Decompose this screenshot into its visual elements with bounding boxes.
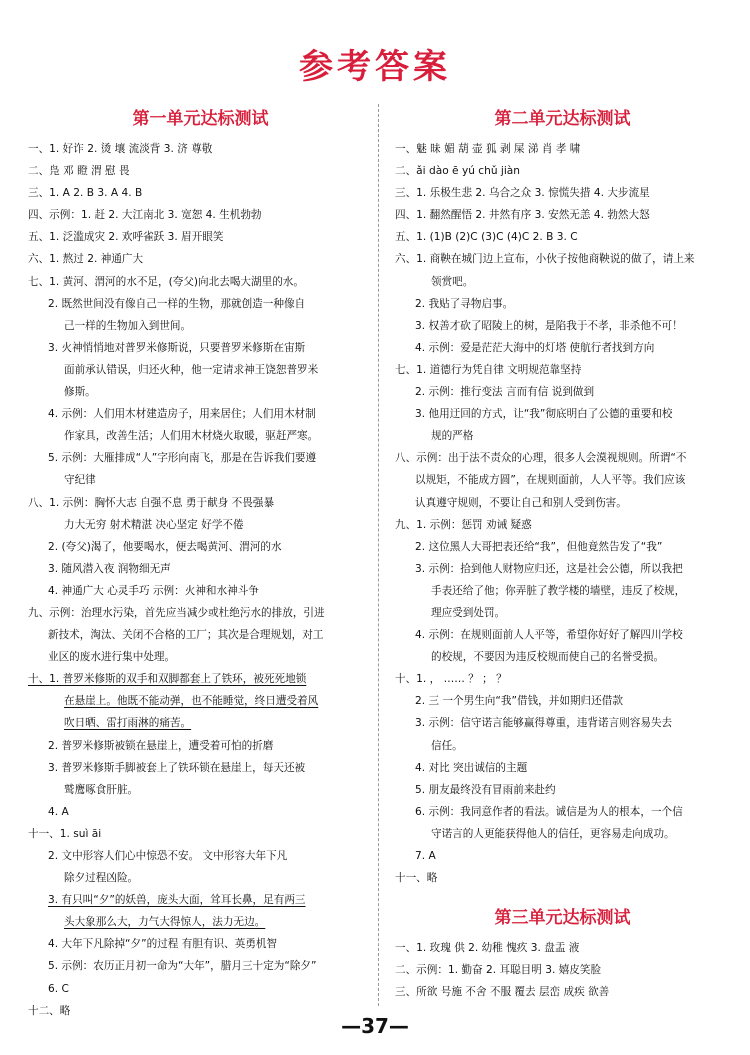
answer-line: 2. 文中形容人们心中惊恐不安。 文中形容大年下凡 xyxy=(48,850,288,862)
answer-line: 3. 他用迂回的方式，让“我”彻底明白了公德的重要和校 xyxy=(415,408,673,421)
answer-line: 力大无穷 射术精湛 决心坚定 好学不倦 xyxy=(64,518,244,531)
answer-line: 面前承认错误，归还火种，他一定请求神王饶恕普罗米 xyxy=(64,363,319,376)
answer-line: 四、1. 翻然醒悟 2. 井然有序 3. 安然无恙 4. 勃然大怒 xyxy=(395,209,650,222)
answer-line: 4. 示例：在规则面前人人平等，希望你好好了解四川学校 xyxy=(415,629,683,642)
answer-line: 3. 有只叫“夕”的妖兽，庞头大面，耸耳长鼻，足有两三 xyxy=(48,894,306,907)
answer-line: 三、1. 乐极生悲 2. 乌合之众 3. 惊慌失措 4. 大步流星 xyxy=(395,187,650,200)
left-column xyxy=(28,104,373,1022)
answer-line: 吹日晒、雷打雨淋的痛苦。 xyxy=(64,717,192,730)
answer-line: 七、1. 黄河、渭河的水不足，(夸父)向北去喝大湖里的水。 xyxy=(28,275,304,288)
answer-line: 一、魅 昧 媚 葫 壶 狐 剥 屎 涕 肖 孝 啸 xyxy=(395,143,581,155)
answer-line: 4. 示例：爱是茫茫大海中的灯塔 使航行者找到方向 xyxy=(415,341,655,354)
answer-line: 4. 对比 突出诚信的主题 xyxy=(415,761,528,774)
answer-line: 除夕过程凶险。 xyxy=(64,872,139,885)
answer-line: 守诺言的人更能获得他人的信任，更容易走向成功。 xyxy=(431,827,675,840)
answer-line: 2. 这位黑人大哥把表还给“我”，但他竟然告发了“我” xyxy=(415,540,663,553)
answer-line: 六、1. 熬过 2. 神通广大 xyxy=(28,253,144,266)
answer-line: 7. A xyxy=(415,850,436,862)
answer-line: 修斯。 xyxy=(64,386,96,399)
answer-line: 业区的废水进行集中处理。 xyxy=(48,651,176,664)
answer-line: 4. A xyxy=(48,805,69,818)
section-gap xyxy=(395,889,730,903)
answer-line: 认真遵守规则，不要让自己和别人受到伤害。 xyxy=(415,496,627,509)
answer-line: 十、1. 普罗米修斯的双手和双脚都套上了铁环，被死死地锁 xyxy=(28,673,307,686)
answer-line: 6. C xyxy=(48,982,69,995)
answer-line: 三、1. A 2. B 3. A 4. B xyxy=(28,187,143,200)
answer-line: 6. 示例：我同意作者的看法。诚信是为人的根本，一个信 xyxy=(415,805,683,818)
answer-line: 3. 普罗米修斯手脚被套上了铁环锁在悬崖上，每天还被 xyxy=(48,761,306,774)
answer-line: 4. 大年下凡除掉“夕”的过程 有胆有识、英勇机智 xyxy=(48,938,278,951)
answer-line: 一、1. 好诈 2. 烫 壤 流淡背 3. 济 尊敬 xyxy=(28,143,213,155)
answer-line: 在悬崖上。他既不能动弹，也不能睡觉，终日遭受着风 xyxy=(64,695,319,708)
answer-line: 作家具，改善生活；人们用木材烧火取暖，驱赶严寒。 xyxy=(64,430,319,443)
answer-line: 领赏吧。 xyxy=(431,275,474,288)
unit2-heading: 第二单元达标测试 xyxy=(494,109,631,129)
answer-line: 己一样的生物加入到世间。 xyxy=(64,319,192,332)
page-number: —37— xyxy=(341,1014,409,1038)
answer-line: 3. 示例：拾到他人财物应归还，这是社会公德，所以我把 xyxy=(415,562,683,575)
answer-line: 八、示例：出于法不责众的心理，很多人会漠视规则。所谓“不 xyxy=(395,452,687,465)
answer-line: 3. 随风潜入夜 润物细无声 xyxy=(48,562,171,575)
answer-line: 3. 示例：信守诺言能够赢得尊重，违背诺言则容易失去 xyxy=(415,717,673,730)
answer-line: 十一、略 xyxy=(395,872,438,885)
answer-line: 2. 既然世间没有像自己一样的生物，那就创造一种像自 xyxy=(48,297,306,310)
answer-line: 十二、略 xyxy=(28,1004,71,1017)
answer-line: 手表还给了他；你弄脏了教学楼的墙壁，违反了校规， xyxy=(431,584,686,597)
answer-line: 八、1. 示例：胸怀大志 自强不息 勇于献身 不畏强暴 xyxy=(28,496,275,509)
answer-line: 五、1. 泛滥成灾 2. 欢呼雀跃 3. 眉开眼笑 xyxy=(28,231,224,244)
answer-line: 5. 朋友最终没有冒雨前来赴约 xyxy=(415,783,556,796)
answer-line: 5. 示例：大雁排成“人”字形向南飞，那是在告诉我们要遵 xyxy=(48,452,317,465)
answer-line: 理应受到处罚。 xyxy=(431,606,506,619)
answer-line: 4. 示例：人们用木材建造房子，用来居住；人们用木材制 xyxy=(48,408,316,421)
answer-line: 的校规，不要因为违反校规而使自己的名誉受损。 xyxy=(431,651,665,664)
answer-line: 二、凫 邓 瞪 渭 慰 畏 xyxy=(28,165,130,178)
answer-line: 规的严格 xyxy=(431,430,474,443)
answer-line: 一、1. 玫瑰 供 2. 幼稚 愧疚 3. 盘盂 液 xyxy=(395,942,580,955)
answer-line: 头大象那么大，力气大得惊人，法力无边。 xyxy=(64,916,266,929)
answer-line: 4. 神通广大 心灵手巧 示例：火神和水神斗争 xyxy=(48,584,259,597)
answer-line: 以规矩，不能成方圆”，在规则面前，人人平等。我们应该 xyxy=(415,474,686,487)
unit3-heading: 第三单元达标测试 xyxy=(494,908,631,929)
answer-line: 二、ǎi dào ē yú chǔ jiàn xyxy=(395,165,521,178)
answer-line: 九、示例：治理水污染，首先应当减少或杜绝污水的排放，引进 xyxy=(28,606,325,619)
answer-line: 守纪律 xyxy=(64,474,96,487)
answer-line: 七、1. 道德行为凭自律 文明规范靠坚持 xyxy=(395,363,582,376)
answer-line: 十一、1. suì āi xyxy=(28,827,102,840)
answer-line: 信任。 xyxy=(431,739,463,752)
page-title: 参考答案 xyxy=(299,47,451,87)
unit1-heading: 第一单元达标测试 xyxy=(132,109,269,129)
answer-line: 新技术，淘汰、关闭不合格的工厂；其次是合理规划，对工 xyxy=(48,629,324,642)
answer-line: 二、示例：1. 勤奋 2. 耳聪目明 3. 嬉皮笑脸 xyxy=(395,964,602,977)
answer-line: 2. 示例：推行变法 言而有信 说到做到 xyxy=(415,386,595,399)
right-column xyxy=(395,104,730,1003)
answer-line: 五、1. (1)B (2)C (3)C (4)C 2. B 3. C xyxy=(395,231,578,244)
answer-line: 2. 我贴了寻物启事。 xyxy=(415,297,514,310)
answer-line: 四、示例：1. 赶 2. 大江南北 3. 宽恕 4. 生机勃勃 xyxy=(28,209,262,222)
answer-line: 六、1. 商鞅在城门边上宣布，小伙子按他商鞅说的做了，请上来 xyxy=(395,253,695,266)
answer-line: 九、1. 示例：惩罚 劝诫 疑惑 xyxy=(395,518,532,531)
answer-line: 5. 示例：农历正月初一命为“大年”，腊月三十定为“除夕” xyxy=(48,960,317,973)
answer-line: 3. 火神悄悄地对普罗米修斯说，只要普罗米修斯在宙斯 xyxy=(48,341,306,354)
answer-line: 十、1. ， …… ？ ； ？ xyxy=(395,673,507,686)
answer-line: 2. 三 一个男生向“我”借钱，并如期归还借款 xyxy=(415,695,623,708)
answer-line: 2. 普罗米修斯被锁在悬崖上，遭受着可怕的折磨 xyxy=(48,739,274,752)
answer-line: 鹫鹰啄食肝脏。 xyxy=(64,783,139,796)
answer-line: 3. 权善才砍了昭陵上的树，是陷我于不孝，非杀他不可！ xyxy=(415,319,683,332)
answer-line: 2. (夸父)渴了，他要喝水，便去喝黄河、渭河的水 xyxy=(48,540,282,553)
answer-line: 三、所欲 号施 不舍 不服 覆去 层峦 成疾 欲善 xyxy=(395,986,610,999)
column-divider xyxy=(378,104,379,1006)
